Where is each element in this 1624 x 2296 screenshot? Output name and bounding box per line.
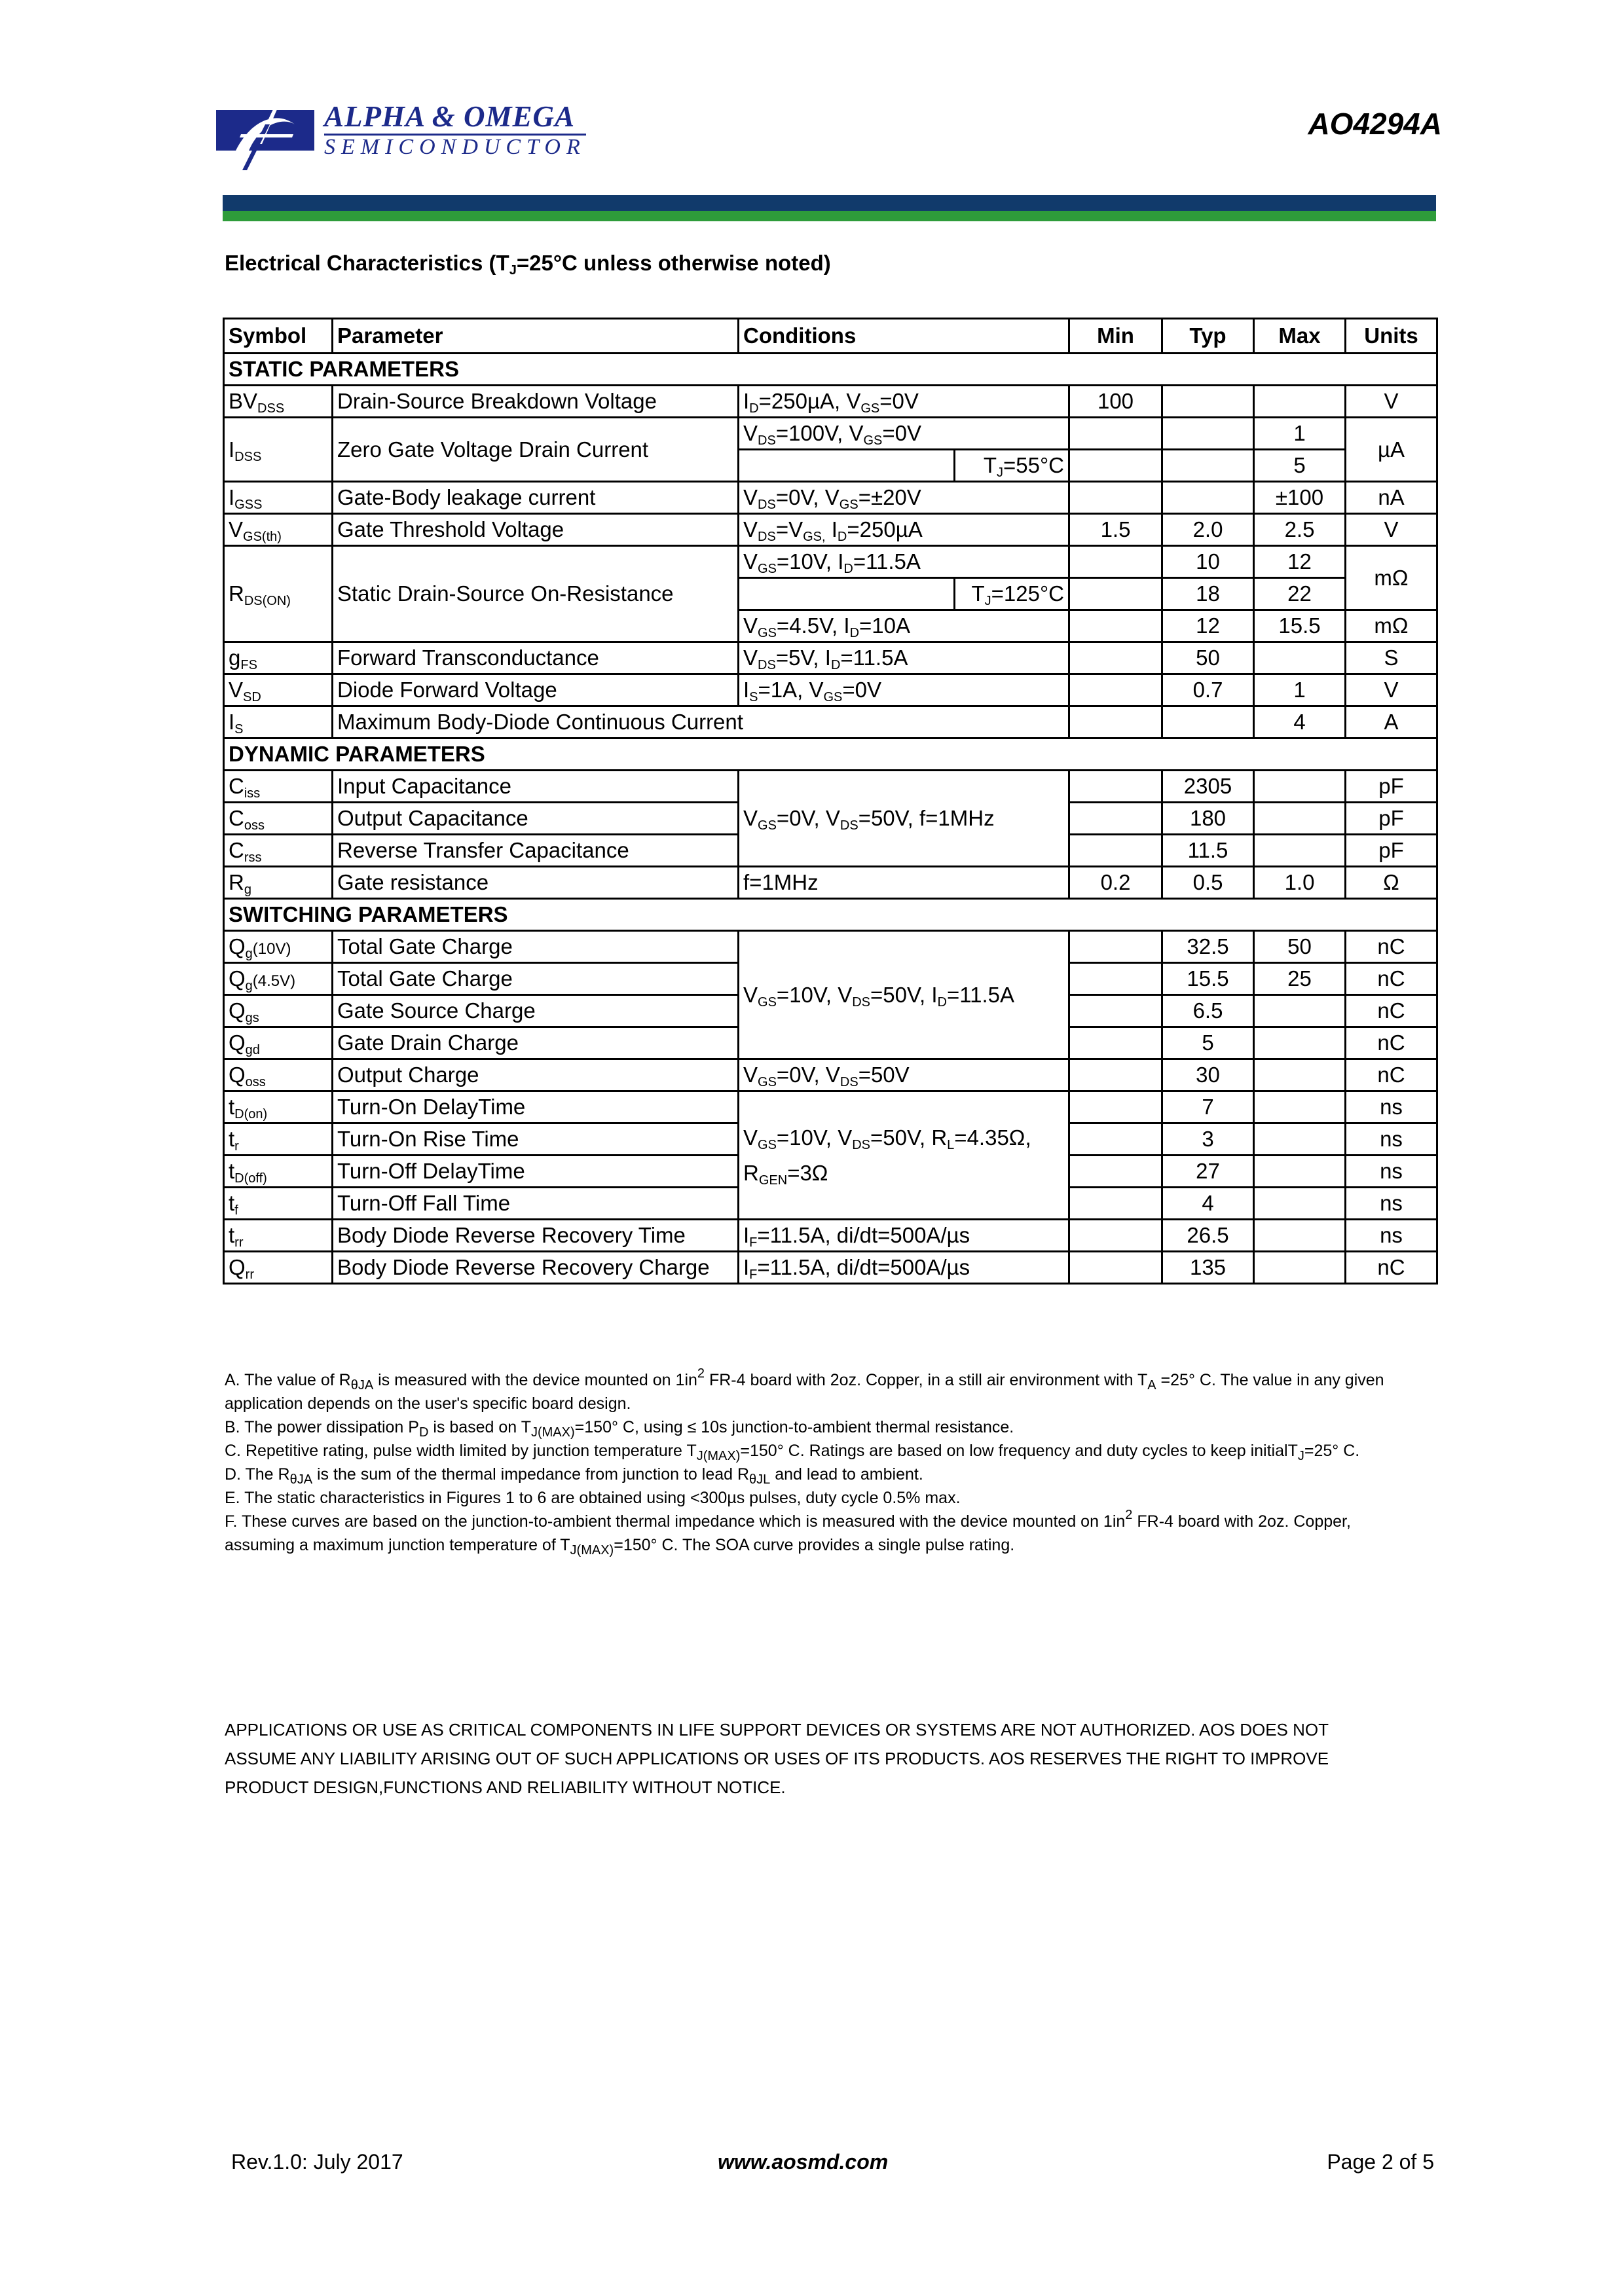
typ-cell: 5 (1162, 1027, 1254, 1059)
parameter-cell: Drain-Source Breakdown Voltage (333, 386, 739, 418)
typ-cell: 50 (1162, 642, 1254, 674)
disclaimer-line: PRODUCT DESIGN,FUNCTIONS AND RELIABILITY WITHOUT NOTICE. (225, 1777, 786, 1797)
symbol-cell: $I_{GSS}$ (224, 482, 333, 514)
footnote-f: F. These curves are based on the junction-to-ambient thermal impedance which is measured with the device mounted on $1in^2$ FR-4 board with 2oz. Copper, assuming a maximum junction temperature of $T_{J(MAX)}=150^\circ$ C. The SOA curve provides a single pulse rating. (225, 1508, 1351, 1558)
max-cell (1254, 386, 1346, 418)
revision-label: Rev.1.0: July 2017 (231, 2150, 403, 2174)
units-cell: S (1346, 642, 1437, 674)
conditions-cell: $V_{GS}=10V$, $V_{DS}=50V$, $I_D=11.5A$ (739, 931, 1069, 1059)
units-cell: µA (1346, 418, 1437, 482)
min-cell (1069, 1156, 1162, 1188)
parameter-cell: Total Gate Charge (333, 963, 739, 995)
parameter-cell: Turn-On DelayTime (333, 1091, 739, 1123)
conditions-cell: $I_D=250\mu A$, $V_{GS}=0V$ (739, 386, 1069, 418)
section-row-switching (224, 899, 1437, 931)
typ-cell: 0.7 (1162, 674, 1254, 706)
units-cell: mΩ (1346, 546, 1437, 610)
section-title: Electrical Characteristics ($T_J=25^\circ C$ unless otherwise noted) (225, 251, 831, 278)
symbol-cell: $I_{DSS}$ (224, 418, 333, 482)
units-cell: pF (1346, 771, 1437, 803)
conditions-cell: $V_{DS}=V_{GS,}$ $I_D=250\mu A$ (739, 514, 1069, 546)
conditions-cell: $V_{DS}=0V$, $V_{GS}=\pm 20V$ (739, 482, 1069, 514)
typ-cell: 180 (1162, 803, 1254, 835)
conditions-cell: $V_{GS}=0V$, $V_{DS}=50V$, f=1MHz (739, 771, 1069, 867)
max-cell (1254, 1091, 1346, 1123)
symbol-cell: $t_{D(on)}$ (224, 1091, 333, 1123)
table-row (224, 482, 1437, 514)
typ-cell: 3 (1162, 1123, 1254, 1156)
typ-cell: 135 (1162, 1252, 1254, 1284)
header-typ: Typ (1162, 319, 1254, 354)
max-cell: 50 (1254, 931, 1346, 963)
table-row (224, 546, 1437, 578)
symbol-cell: $BV_{DSS}$ (224, 386, 333, 418)
typ-cell: 18 (1162, 578, 1254, 610)
typ-cell (1162, 482, 1254, 514)
parameter-cell: Turn-On Rise Time (333, 1123, 739, 1156)
min-cell (1069, 546, 1162, 578)
table-row (224, 1059, 1437, 1091)
max-cell: 5 (1254, 450, 1346, 482)
conditions-cell: f=1MHz (739, 867, 1069, 899)
electrical-characteristics-table (223, 318, 1438, 1285)
min-cell (1069, 418, 1162, 450)
max-cell: ±100 (1254, 482, 1346, 514)
symbol-cell: $C_{rss}$ (224, 835, 333, 867)
disclaimer-line: APPLICATIONS OR USE AS CRITICAL COMPONENTS IN LIFE SUPPORT DEVICES OR SYSTEMS ARE NOT AUTHORIZED. AOS DOES NOT (225, 1720, 1329, 1740)
typ-cell: 6.5 (1162, 995, 1254, 1027)
min-cell (1069, 1123, 1162, 1156)
symbol-cell: $V_{GS(th)}$ (224, 514, 333, 546)
max-cell (1254, 1220, 1346, 1252)
units-cell: mΩ (1346, 610, 1437, 642)
typ-cell: 27 (1162, 1156, 1254, 1188)
symbol-cell: $Q_g(4.5V)$ (224, 963, 333, 995)
alpha-omega-logo-icon (216, 105, 314, 173)
max-cell (1254, 835, 1346, 867)
typ-cell: 15.5 (1162, 963, 1254, 995)
typ-cell (1162, 386, 1254, 418)
footnote-d: D. The $R_{\theta JA}$ is the sum of the thermal impedance from junction to lead $R_{\theta JL}$ and lead to ambient. (225, 1465, 923, 1487)
max-cell (1254, 1027, 1346, 1059)
symbol-cell: $Q_{rr}$ (224, 1252, 333, 1284)
max-cell (1254, 1252, 1346, 1284)
min-cell (1069, 642, 1162, 674)
part-number: AO4294A (1308, 107, 1442, 141)
footnote-e: E. The static characteristics in Figures 1 to 6 are obtained using <300µs pulses, duty cycle 0.5% max. (225, 1489, 961, 1507)
max-cell: 1.0 (1254, 867, 1346, 899)
min-cell: 0.2 (1069, 867, 1162, 899)
table-row (224, 386, 1437, 418)
units-cell: V (1346, 514, 1437, 546)
units-cell: nC (1346, 995, 1437, 1027)
symbol-cell: $R_g$ (224, 867, 333, 899)
min-cell (1069, 1027, 1162, 1059)
table-row (224, 1252, 1437, 1284)
min-cell (1069, 610, 1162, 642)
section-label: STATIC PARAMETERS (224, 354, 1437, 386)
min-cell (1069, 706, 1162, 738)
typ-cell: 10 (1162, 546, 1254, 578)
typ-cell: 30 (1162, 1059, 1254, 1091)
symbol-cell: $V_{SD}$ (224, 674, 333, 706)
parameter-cell: Input Capacitance (333, 771, 739, 803)
parameter-cell: Output Charge (333, 1059, 739, 1091)
symbol-cell: $I_S$ (224, 706, 333, 738)
units-cell: V (1346, 674, 1437, 706)
symbol-cell: $R_{DS(ON)}$ (224, 546, 333, 642)
section-label: DYNAMIC PARAMETERS (224, 738, 1437, 771)
header-parameter: Parameter (333, 319, 739, 354)
table-row (224, 674, 1437, 706)
section-row-dynamic (224, 738, 1437, 771)
symbol-cell: $Q_{gs}$ (224, 995, 333, 1027)
min-cell (1069, 771, 1162, 803)
conditions-cell: $T_J=55^\circ C$ (955, 450, 1069, 482)
min-cell (1069, 1091, 1162, 1123)
table-header-row (224, 319, 1437, 354)
units-cell: nC (1346, 931, 1437, 963)
parameter-cell: Maximum Body-Diode Continuous Current (333, 706, 1069, 738)
conditions-cell: $T_J=125^\circ C$ (955, 578, 1069, 610)
parameter-cell: Total Gate Charge (333, 931, 739, 963)
disclaimer (225, 1715, 1436, 1802)
table-row (224, 1220, 1437, 1252)
symbol-cell: $Q_g(10V)$ (224, 931, 333, 963)
header-min: Min (1069, 319, 1162, 354)
conditions-spacer (739, 578, 955, 610)
typ-cell (1162, 418, 1254, 450)
company-logo (216, 100, 596, 177)
conditions-spacer (739, 450, 955, 482)
units-cell: nC (1346, 1027, 1437, 1059)
typ-cell (1162, 706, 1254, 738)
conditions-cell: $I_F=11.5A$, di/dt=500A/µs (739, 1220, 1069, 1252)
typ-cell: 0.5 (1162, 867, 1254, 899)
min-cell (1069, 963, 1162, 995)
min-cell (1069, 578, 1162, 610)
typ-cell: 12 (1162, 610, 1254, 642)
disclaimer-line: ASSUME ANY LIABILITY ARISING OUT OF SUCH APPLICATIONS OR USES OF ITS PRODUCTS. AOS RESERVES THE RIGHT TO IMPROVE (225, 1749, 1329, 1768)
parameter-cell: Gate resistance (333, 867, 739, 899)
units-cell: nC (1346, 1059, 1437, 1091)
min-cell (1069, 803, 1162, 835)
conditions-cell: $V_{DS}=100V$, $V_{GS}=0V$ (739, 418, 1069, 450)
min-cell (1069, 835, 1162, 867)
section-row-static (224, 354, 1437, 386)
max-cell: 25 (1254, 963, 1346, 995)
min-cell (1069, 931, 1162, 963)
units-cell: ns (1346, 1091, 1437, 1123)
max-cell: 1 (1254, 674, 1346, 706)
typ-cell: 4 (1162, 1188, 1254, 1220)
header-conditions: Conditions (739, 319, 1069, 354)
typ-cell: 32.5 (1162, 931, 1254, 963)
conditions-cell: $V_{GS}=0V$, $V_{DS}=50V$ (739, 1059, 1069, 1091)
parameter-cell: Static Drain-Source On-Resistance (333, 546, 739, 642)
conditions-cell: $I_F=11.5A$, di/dt=500A/µs (739, 1252, 1069, 1284)
max-cell (1254, 1156, 1346, 1188)
parameter-cell: Output Capacitance (333, 803, 739, 835)
typ-cell: 11.5 (1162, 835, 1254, 867)
parameter-cell: Gate-Body leakage current (333, 482, 739, 514)
parameter-cell: Forward Transconductance (333, 642, 739, 674)
footnote-a: A. The value of $R_{\theta JA}$ is measured with the device mounted on $1in^2$ FR-4 board with 2oz. Copper, in a still air environment with $T_A =25^\circ$ C. The value in any given application depends on the user's specific board design. (225, 1366, 1384, 1413)
typ-cell: 7 (1162, 1091, 1254, 1123)
parameter-cell: Gate Threshold Voltage (333, 514, 739, 546)
max-cell: 15.5 (1254, 610, 1346, 642)
symbol-cell: $Q_{oss}$ (224, 1059, 333, 1091)
logo-company-name: ALPHA & OMEGA (324, 100, 576, 133)
conditions-cell: $V_{DS}=5V$, $I_D=11.5A$ (739, 642, 1069, 674)
table-row (224, 642, 1437, 674)
table-row (224, 771, 1437, 803)
conditions-cell: $V_{GS}=4.5V$, $I_D=10A$ (739, 610, 1069, 642)
parameter-cell: Zero Gate Voltage Drain Current (333, 418, 739, 482)
min-cell (1069, 1188, 1162, 1220)
parameter-cell: Gate Source Charge (333, 995, 739, 1027)
symbol-cell: $t_r$ (224, 1123, 333, 1156)
max-cell (1254, 771, 1346, 803)
max-cell (1254, 1123, 1346, 1156)
header-max: Max (1254, 319, 1346, 354)
units-cell: ns (1346, 1156, 1437, 1188)
page-number: Page 2 of 5 (1327, 2150, 1434, 2174)
min-cell (1069, 482, 1162, 514)
max-cell (1254, 995, 1346, 1027)
max-cell: 4 (1254, 706, 1346, 738)
symbol-cell: $C_{iss}$ (224, 771, 333, 803)
website-link[interactable]: www.aosmd.com (718, 2150, 889, 2174)
footnotes (225, 1368, 1397, 1557)
parameter-cell: Diode Forward Voltage (333, 674, 739, 706)
parameter-cell: Body Diode Reverse Recovery Charge (333, 1252, 739, 1284)
parameter-cell: Reverse Transfer Capacitance (333, 835, 739, 867)
table-row (224, 514, 1437, 546)
symbol-cell: $t_{D(off)}$ (224, 1156, 333, 1188)
max-cell (1254, 1059, 1346, 1091)
symbol-cell: $g_{FS}$ (224, 642, 333, 674)
units-cell: nA (1346, 482, 1437, 514)
symbol-cell: $t_{rr}$ (224, 1220, 333, 1252)
section-label: SWITCHING PARAMETERS (224, 899, 1437, 931)
units-cell: ns (1346, 1220, 1437, 1252)
units-cell: Ω (1346, 867, 1437, 899)
typ-cell: 2.0 (1162, 514, 1254, 546)
min-cell (1069, 674, 1162, 706)
parameter-cell: Gate Drain Charge (333, 1027, 739, 1059)
units-cell: nC (1346, 963, 1437, 995)
units-cell: pF (1346, 835, 1437, 867)
symbol-cell: $C_{oss}$ (224, 803, 333, 835)
max-cell: 1 (1254, 418, 1346, 450)
header-band-blue (223, 195, 1436, 211)
typ-cell: 26.5 (1162, 1220, 1254, 1252)
max-cell: 2.5 (1254, 514, 1346, 546)
units-cell: ns (1346, 1123, 1437, 1156)
symbol-cell: $Q_{gd}$ (224, 1027, 333, 1059)
logo-company-subtitle: SEMICONDUCTOR (324, 135, 586, 159)
conditions-cell: $V_{GS}=10V$, $I_D=11.5A$ (739, 546, 1069, 578)
conditions-cell: $I_S=1A$, $V_{GS}=0V$ (739, 674, 1069, 706)
table-row (224, 418, 1437, 450)
typ-cell (1162, 450, 1254, 482)
max-cell (1254, 1188, 1346, 1220)
min-cell: 1.5 (1069, 514, 1162, 546)
max-cell (1254, 803, 1346, 835)
units-cell: ns (1346, 1188, 1437, 1220)
units-cell: nC (1346, 1252, 1437, 1284)
parameter-cell: Turn-Off Fall Time (333, 1188, 739, 1220)
min-cell (1069, 1252, 1162, 1284)
conditions-cell: $V_{GS}=10V$, $V_{DS}=50V$, $R_L=4.35\Omega$, $R_{GEN}=3\Omega$ (739, 1091, 1069, 1220)
units-cell: pF (1346, 803, 1437, 835)
footnote-b: B. The power dissipation $P_D$ is based on $T_{J(MAX)}=150^\circ$ C, using ≤ 10s junction-to-ambient thermal resistance. (225, 1418, 1014, 1440)
min-cell (1069, 450, 1162, 482)
units-cell: A (1346, 706, 1437, 738)
typ-cell: 2305 (1162, 771, 1254, 803)
max-cell: 12 (1254, 546, 1346, 578)
min-cell (1069, 1059, 1162, 1091)
max-cell (1254, 642, 1346, 674)
table-row (224, 867, 1437, 899)
header-symbol: Symbol (224, 319, 333, 354)
table-row (224, 706, 1437, 738)
units-cell: V (1346, 386, 1437, 418)
min-cell (1069, 995, 1162, 1027)
header-band-green (223, 211, 1436, 221)
min-cell (1069, 1220, 1162, 1252)
max-cell: 22 (1254, 578, 1346, 610)
table-row (224, 931, 1437, 963)
header-units: Units (1346, 319, 1437, 354)
footnote-c: C. Repetitive rating, pulse width limited by junction temperature $T_{J(MAX)}=150^\circ$ C. Ratings are based on low frequency and duty cycles to keep initialT$_J$=25° C. (225, 1442, 1360, 1463)
parameter-cell: Body Diode Reverse Recovery Time (333, 1220, 739, 1252)
symbol-cell: $t_f$ (224, 1188, 333, 1220)
parameter-cell: Turn-Off DelayTime (333, 1156, 739, 1188)
table-row (224, 1091, 1437, 1123)
min-cell: 100 (1069, 386, 1162, 418)
